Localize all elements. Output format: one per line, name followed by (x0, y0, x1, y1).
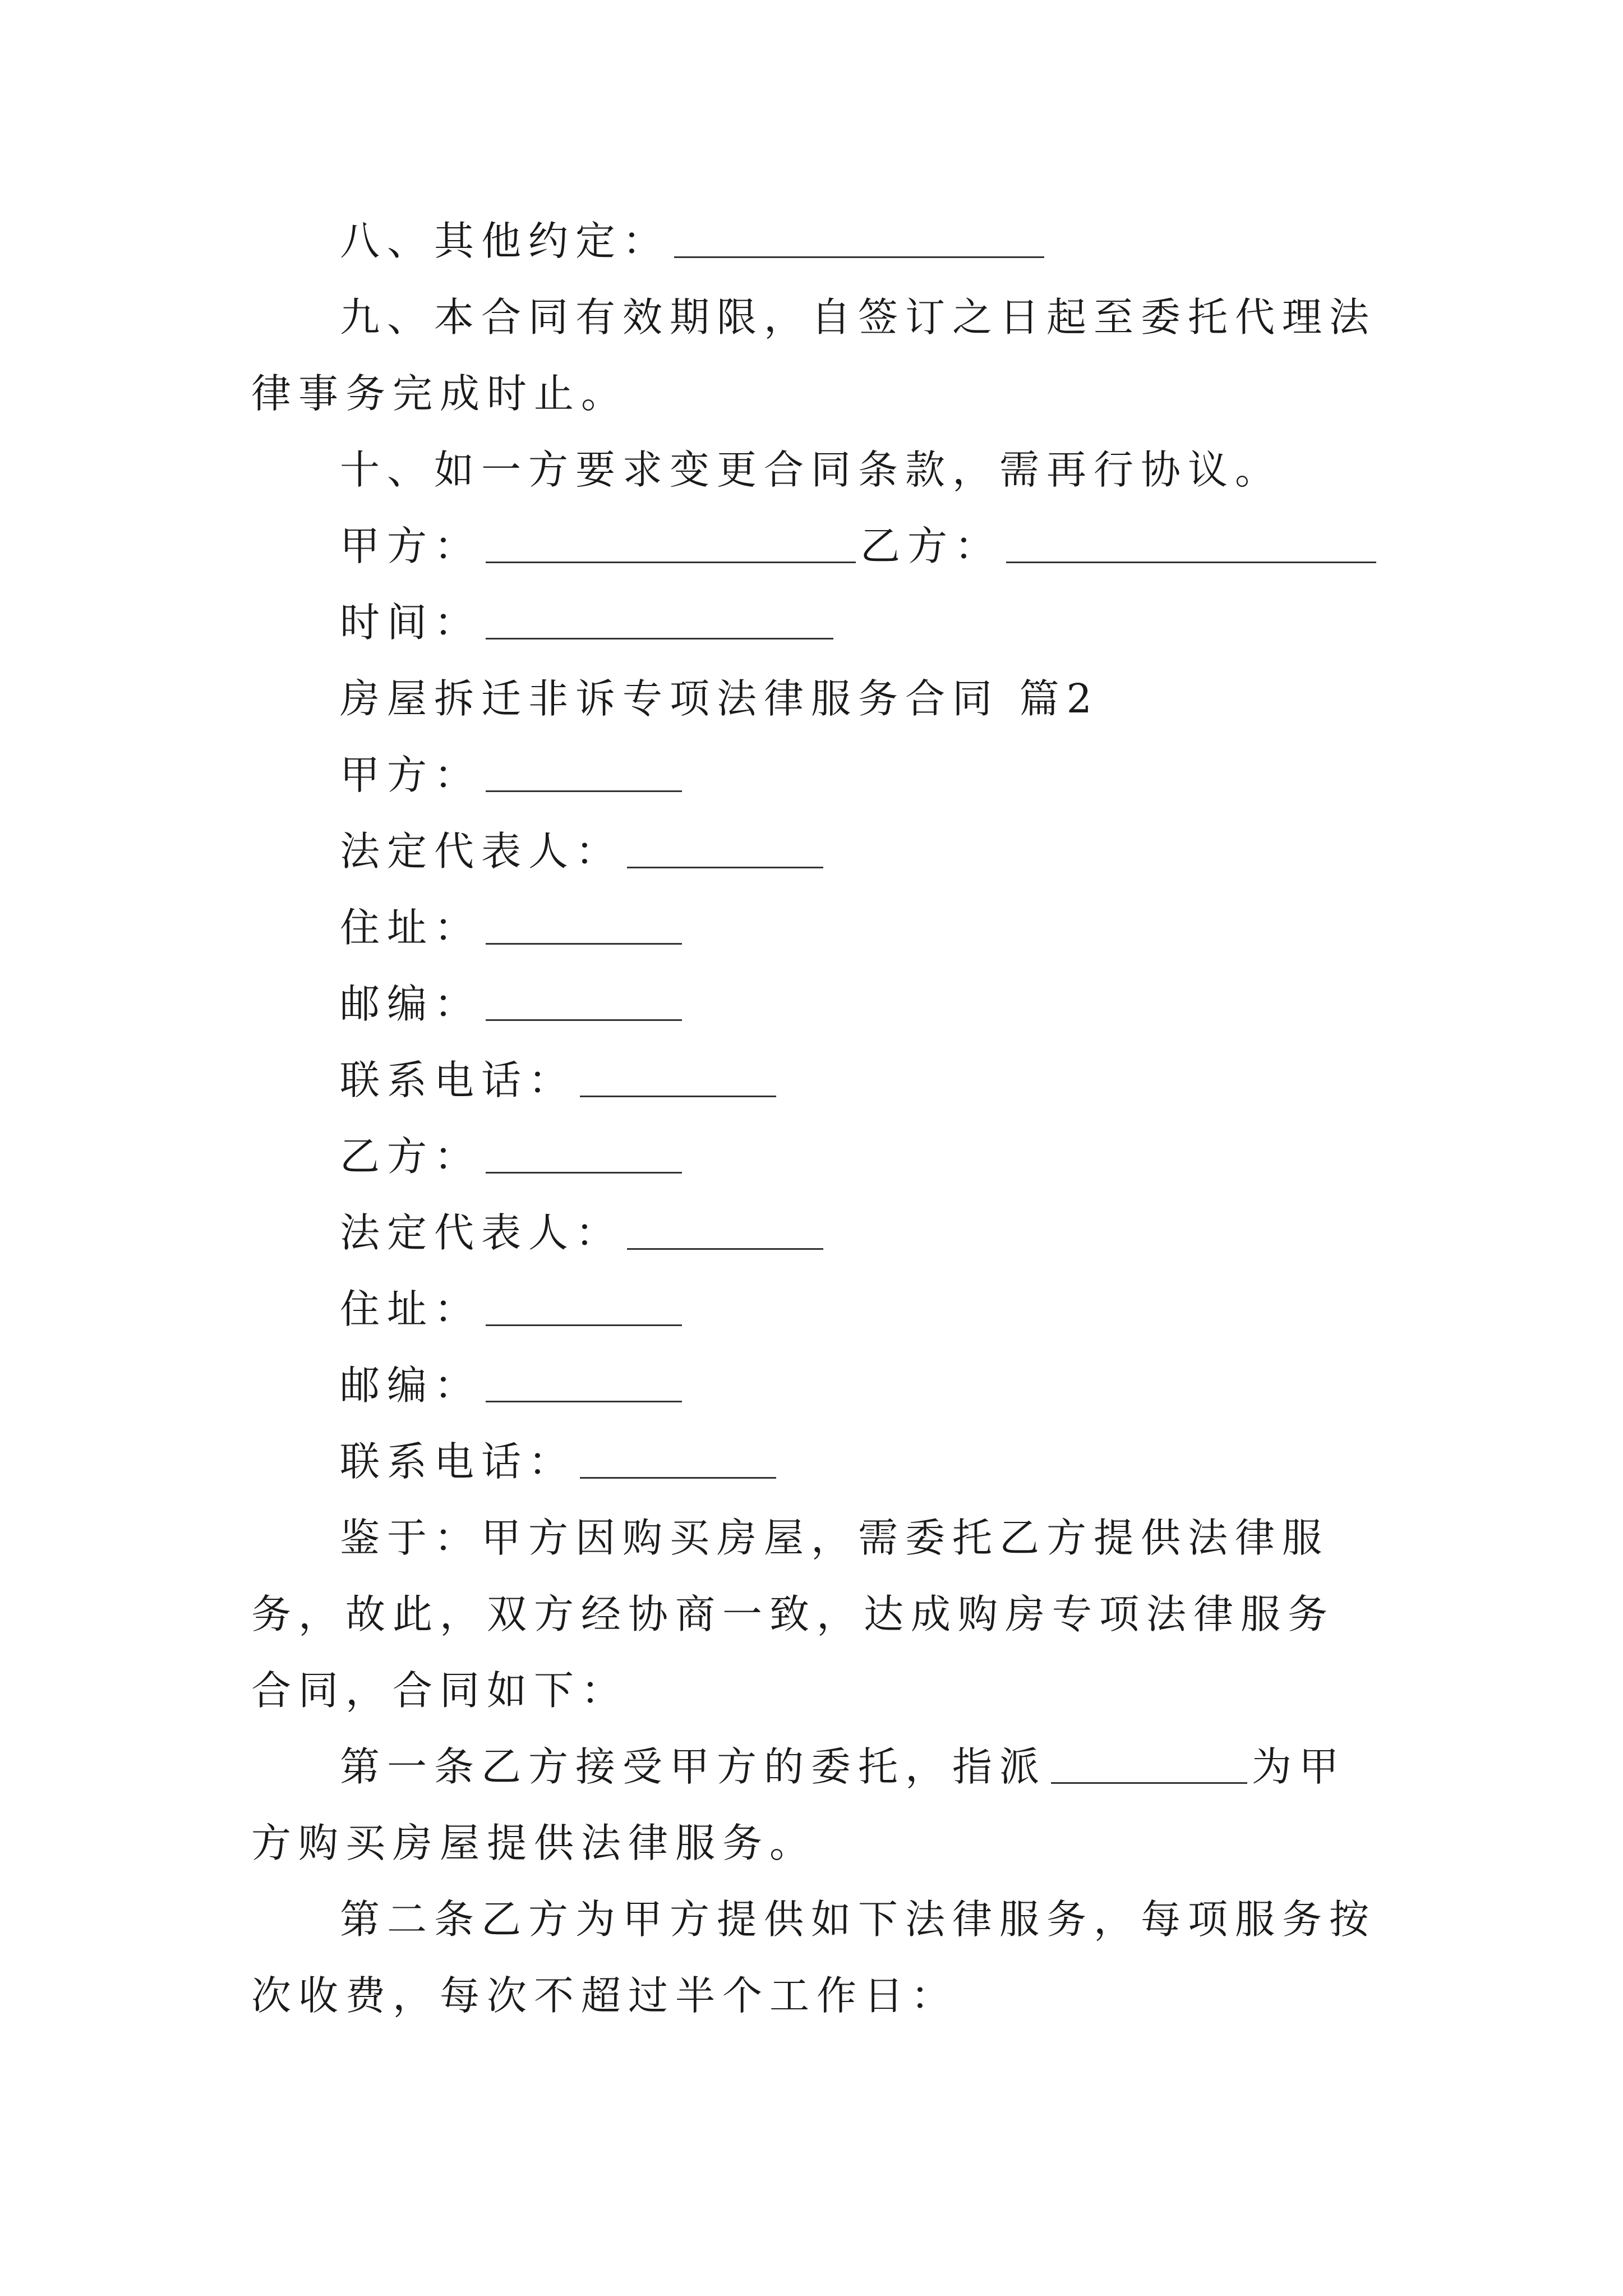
date-blank[interactable] (486, 600, 833, 639)
party-a-zip-label: 邮编： (340, 981, 482, 1027)
party-a-blank[interactable] (486, 753, 682, 792)
party-b-blank[interactable] (486, 1134, 682, 1174)
party-b-address-label: 住址： (340, 1286, 482, 1332)
party-b-line (251, 1119, 1378, 1195)
party-b-phone-line (251, 1424, 1378, 1500)
party-b-rep-blank[interactable] (627, 1211, 823, 1250)
date-line (251, 585, 1378, 661)
party-b-zip-blank[interactable] (486, 1363, 682, 1402)
article-one-text-b: 为甲方购买房屋提供法律服务。 (251, 1743, 1347, 1866)
party-b-label: 乙方： (340, 1133, 482, 1180)
party-b-rep-line (251, 1195, 1378, 1271)
validity-clause: 九、本合同有效期限，自签订之日起至委托代理法律事务完成时止。 (251, 294, 1377, 417)
party-b-sign-label: 乙方： (860, 523, 1002, 569)
amendment-clause: 十、如一方要求变更合同条款，需再行协议。 (340, 447, 1283, 493)
party-b-zip-label: 邮编： (340, 1362, 482, 1409)
other-terms-blank[interactable] (674, 219, 1044, 258)
party-a-address-line (251, 890, 1378, 966)
party-a-phone-label: 联系电话： (340, 1057, 576, 1103)
party-a-phone-blank[interactable] (580, 1058, 776, 1097)
party-b-address-blank[interactable] (486, 1287, 682, 1326)
party-a-address-label: 住址： (340, 904, 482, 951)
party-b-phone-label: 联系电话： (340, 1438, 576, 1485)
party-a-label: 甲方： (340, 752, 482, 798)
whereas-paragraph: 鉴于：甲方因购买房屋，需委托乙方提供法律服务，故此，双方经协商一致，达成购房专项法律服务合同，合同如下： (251, 1515, 1335, 1714)
party-a-rep-label: 法定代表人： (340, 828, 623, 875)
contract-heading: 房屋拆迁非诉专项法律服务合同 篇2 (340, 675, 1099, 722)
article-two: 第二条乙方为甲方提供如下法律服务，每项服务按次收费，每次不超过半个工作日： (251, 1896, 1377, 2019)
date-label: 时间： (340, 599, 482, 646)
other-terms-label: 八、其他约定： (340, 218, 670, 264)
signature-line (251, 508, 1378, 585)
other-terms-line (251, 203, 1378, 279)
party-b-sign-blank[interactable] (1006, 524, 1376, 563)
party-b-zip-line (251, 1347, 1378, 1424)
party-a-rep-line (251, 813, 1378, 890)
party-a-line (251, 737, 1378, 813)
party-a-zip-line (251, 966, 1378, 1042)
party-a-zip-blank[interactable] (486, 982, 682, 1021)
article-one-text-a: 第一条乙方接受甲方的委托，指派 (340, 1743, 1047, 1790)
party-a-rep-blank[interactable] (627, 829, 823, 868)
party-a-address-blank[interactable] (486, 905, 682, 945)
article-one-blank[interactable] (1051, 1745, 1247, 1784)
party-b-address-line (251, 1271, 1378, 1347)
party-b-rep-label: 法定代表人： (340, 1209, 623, 1256)
article-one (251, 1729, 1378, 1881)
party-b-phone-blank[interactable] (580, 1439, 776, 1479)
party-a-sign-label: 甲方： (340, 523, 482, 569)
party-a-phone-line (251, 1042, 1378, 1119)
party-a-sign-blank[interactable] (486, 524, 856, 563)
